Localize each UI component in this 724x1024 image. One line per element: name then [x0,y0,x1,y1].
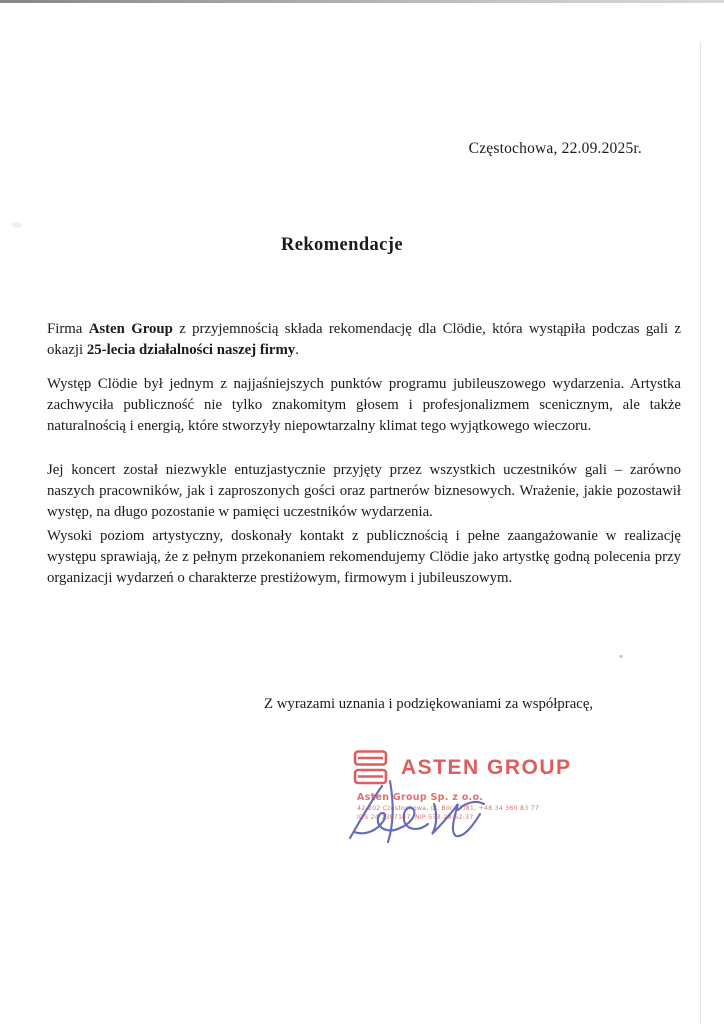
scan-edge-right [700,42,701,1024]
anniversary-bold: 25-lecia działalności naszej firmy [86,341,296,358]
company-stamp [357,792,539,822]
date-line: Częstochowa, 22.09.2025r. [468,140,642,157]
paragraph-recommendation: Wysoki poziom artystyczny, doskonały kontakt z publicznością i pełne zaangażowanie w realizację występu sprawiają, że z pełnym przekonaniem rekomendujemy Clödie jako artystkę godną polecenia przy organizacji wydarzeń o charakterze prestiżowym, firmowym i jubileuszowym. [47,527,681,586]
stamp-company-name: Asten Group Sp. z o.o. [357,792,484,803]
page-title: Rekomendacje [281,235,403,255]
paragraph-performance: Występ Clödie był jednym z najjaśniejszych punktów programu jubileuszowego wydarzenia. Artystka zachwyciła publiczność nie tylko znakomitym głosem i profesjonalizmem scenicznym, ale także naturalnością i energią, które stworzyły niepowtarzalny klimat tego wyjątkowego wieczoru. [47,375,681,434]
paragraph-text: z przyjemnością składa rekomendację dla Clödie, która wystąpiła podczas gali z okazji [47,320,681,358]
scan-edge-top [0,0,724,3]
paragraph-reception: Jej koncert został niezwykle entuzjastycznie przyjęty przez wszystkich uczestników gali – zarówno naszych pracowników, jak i zaproszonych gości oraz partnerów biznesowych. Wrażenie, jakie pozostawił występ, na długo pozostanie w pamięci uczestników wydarzenia. [47,461,681,520]
paragraph-intro [47,319,681,361]
paragraph-text: Firma [47,320,89,337]
stamp-address-phone: 42-202 Częstochowa, ul. Bór 77/81, +48 34 360 83 77 [357,804,540,812]
asten-group-logo [353,749,572,787]
asten-group-logo-icon [353,749,389,787]
asten-group-logo-text: ASTEN GROUP [401,756,572,779]
stamp-registry-numbers: IDS 24 1387147, NIP 573-28-62-37 [357,813,474,821]
scan-smudge [12,222,22,228]
company-name-bold: Asten Group [88,320,173,337]
closing-line: Z wyrazami uznania i podziękowaniami za współpracę, [264,696,594,712]
paragraph-text: . [295,341,299,358]
scan-smudge [619,655,623,658]
